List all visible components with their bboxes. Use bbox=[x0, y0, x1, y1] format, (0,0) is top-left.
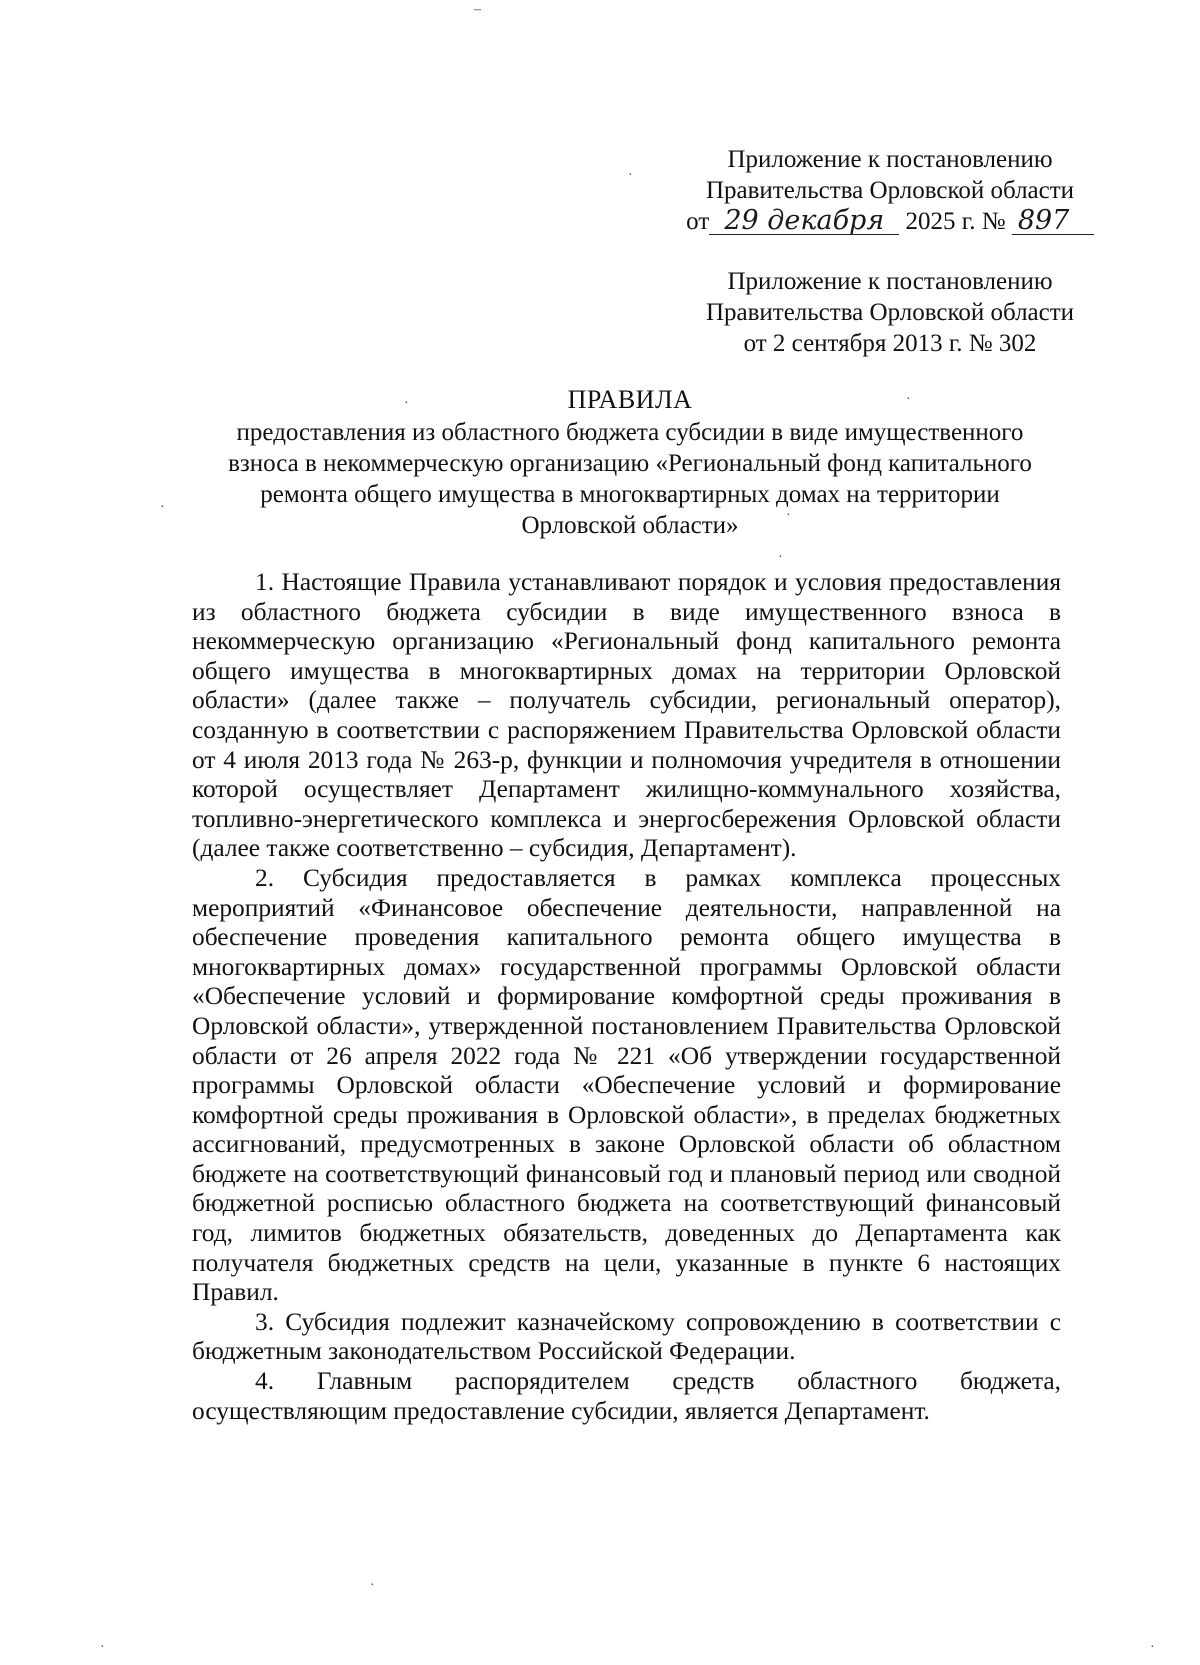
scan-mark: · bbox=[370, 1578, 375, 1593]
paragraph-2: 2. Субсидия предоставляется в рамках комплекса процессных мероприятий «Финансовое обеспечение деятельности, направленной на обеспечение проведения капитального ремонта общего имущества в многоквартирных домах» государственной программы Орловской области «Обеспечение условий и формирование комфортной среды проживания в Орловской области», утвержденной постановлением Правительства Орловской области от 26 апреля 2022 года № 221 «Об утверждении государственной программы Орловской области «Обеспечение условий и формирование комфортной среды проживания в Орловской области», в пределах бюджетных ассигнований, предусмотренных в законе Орловской области об областном бюджете на соответствующий финансовый год и плановый период или сводной бюджетной росписью областного бюджета на соответствующий финансовый год, лимитов бюджетных обязательств, доведенных до Департамента как получателя бюджетных средств на цели, указанные в пункте 6 настоящих Правил. bbox=[192, 863, 1061, 1307]
approval-stamp-original bbox=[680, 266, 1100, 359]
handwritten-number: 897 bbox=[1012, 208, 1094, 235]
scan-mark: · bbox=[160, 500, 165, 515]
document-title: ПРАВИЛА bbox=[567, 385, 693, 414]
approval-prefix: от bbox=[686, 208, 710, 235]
scan-mark: · bbox=[778, 550, 783, 565]
scan-mark: · bbox=[786, 508, 791, 523]
approval-line: Правительства Орловской области bbox=[705, 299, 1075, 326]
scan-mark: · bbox=[628, 168, 633, 183]
approval-line: от 2 сентября 2013 г. № 302 bbox=[743, 330, 1037, 357]
paragraph-1: 1. Настоящие Правила устанавливают порядок и условия предоставления из областного бюджета субсидии в виде имущественного взноса в некоммерческую организацию «Региональный фонд капитального ремонта общего имущества в многоквартирных домах на территории Орловской области» (далее также – получатель субсидии, региональный оператор), созданную в соответствии с распоряжением Правительства Орловской области от 4 июля 2013 года № 263-р, функции и полномочия учредителя в отношении которой осуществляет Департамент жилищно-коммунального хозяйства, топливно-энергетического комплекса и энергосбережения Орловской области (далее также соответственно – субсидия, Департамент). bbox=[192, 568, 1061, 863]
subtitle-line: взноса в некоммерческую организацию «Региональный фонд капитального bbox=[228, 450, 1032, 477]
paragraph-4: 4. Главным распорядителем средств областного бюджета, осуществляющим предоставление субсидии, является Департамент. bbox=[192, 1367, 1061, 1425]
paragraph-3: 3. Субсидия подлежит казначейскому сопровождению в соответствии с бюджетным законодательством Российской Федерации. bbox=[192, 1307, 1061, 1366]
scan-mark: · bbox=[906, 392, 911, 407]
approval-line: Приложение к постановлению bbox=[727, 268, 1053, 295]
subtitle-line: Орловской области» bbox=[521, 512, 739, 539]
approval-line: Приложение к постановлению bbox=[727, 146, 1053, 173]
document-subtitle bbox=[150, 417, 1110, 541]
scan-mark: · bbox=[1150, 1640, 1155, 1655]
approval-line: Правительства Орловской области bbox=[705, 177, 1075, 204]
document-body bbox=[192, 568, 1061, 1426]
scan-mark: · bbox=[404, 396, 409, 411]
scan-mark: – bbox=[474, 2, 481, 17]
subtitle-line: предоставления из областного бюджета субсидии в виде имущественного bbox=[236, 419, 1024, 446]
approval-year: 2025 г. № bbox=[905, 208, 1006, 235]
approval-date-line bbox=[680, 206, 1100, 237]
document-header bbox=[150, 384, 1110, 541]
approval-stamp-current bbox=[680, 144, 1100, 237]
scan-mark: · bbox=[100, 1640, 105, 1655]
handwritten-date: 29 декабря bbox=[709, 208, 899, 235]
subtitle-line: ремонта общего имущества в многоквартирных домах на территории bbox=[260, 481, 1000, 508]
